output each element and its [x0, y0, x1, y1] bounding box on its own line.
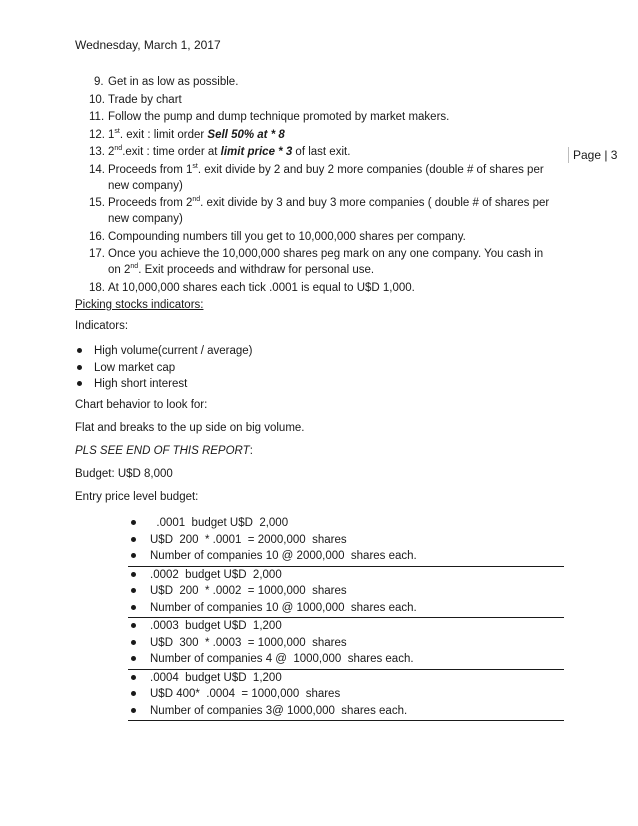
budget-group-list: [128, 567, 564, 617]
indicator-item: [75, 376, 253, 392]
indicators-label: Indicators:: [75, 320, 129, 332]
budget-line-text: .0003 budget U$D 1,200: [150, 620, 282, 632]
budget-line-text: Number of companies 10 @ 2000,000 shares each.: [150, 550, 417, 562]
bullet-icon: [131, 675, 136, 680]
numbered-list-item: [75, 246, 553, 278]
end-note-colon: :: [249, 445, 253, 457]
bullet-icon: [77, 365, 82, 370]
budget-line: [128, 703, 564, 720]
list-item-text: . Exit proceeds and withdraw for personal use.: [138, 264, 375, 276]
indicator-text: High volume(current / average): [94, 345, 253, 357]
budget-line: [128, 583, 564, 600]
budget-line-text: U$D 300 * .0003 = 1000,000 shares: [150, 636, 347, 649]
bullet-icon: [131, 553, 136, 558]
budget-line-text: Number of companies 10 @ 1000,000 shares each.: [150, 601, 417, 614]
budget-group: [128, 515, 564, 567]
list-item-number: 10.: [89, 93, 105, 106]
indicator-text: Low market cap: [94, 361, 176, 374]
numbered-list-item: [75, 229, 553, 245]
list-item-text: Proceeds from 1: [108, 163, 193, 176]
bullet-icon: [131, 537, 136, 542]
budget-line-text: U$D 400* .0004 = 1000,000 shares: [150, 688, 341, 700]
list-item-text: 2: [108, 146, 115, 158]
bullet-icon: [77, 381, 82, 386]
budget-group: [128, 618, 564, 670]
entry-price-label: Entry price level budget:: [75, 491, 199, 503]
budget-line: [128, 567, 564, 584]
budget-line: [128, 651, 564, 668]
numbered-list-item: [75, 127, 553, 143]
budget-group-list: [128, 618, 564, 668]
emphasis-text: limit price * 3: [220, 146, 293, 158]
indicator-item: [75, 360, 253, 376]
budget-line-text: U$D 200 * .0001 = 2000,000 shares: [150, 533, 347, 546]
list-item-number: 12.: [89, 128, 105, 141]
list-item-number: 15.: [89, 197, 105, 209]
list-item-text: Trade by chart: [108, 93, 182, 106]
bullet-icon: [131, 708, 136, 713]
list-item-number: 18.: [89, 281, 105, 294]
bullet-icon: [131, 691, 136, 696]
ordinal-suffix: nd: [130, 263, 139, 271]
ordinal-suffix: st: [192, 162, 198, 170]
page-header-date: Wednesday, March 1, 2017: [75, 38, 221, 52]
budget-line-text: Number of companies 3@ 1000,000 shares each.: [150, 704, 408, 717]
bullet-icon: [131, 572, 136, 577]
picking-stocks-heading: Picking stocks indicators:: [75, 299, 204, 311]
budget-group: [128, 567, 564, 619]
numbered-list-item: [75, 162, 553, 194]
list-item-text: Proceeds from 2: [108, 197, 193, 209]
list-item-number: 9.: [94, 76, 104, 88]
budget-line-text: .0001 budget U$D 2,000: [150, 517, 289, 529]
budget-line-text: U$D 200 * .0002 = 1000,000 shares: [150, 585, 347, 597]
indicator-text: High short interest: [94, 378, 188, 390]
list-item-text: Follow the pump and dump technique promoted by market makers.: [108, 111, 450, 123]
bullet-icon: [131, 520, 136, 525]
numbered-list-item: [75, 74, 553, 90]
budget-line-text: .0002 budget U$D 2,000: [150, 568, 282, 581]
list-item-number: 17.: [89, 248, 105, 260]
ordinal-suffix: nd: [114, 145, 123, 153]
numbered-list-item: [75, 144, 553, 160]
numbered-steps-list: [75, 74, 553, 297]
list-item-text: Compounding numbers till you get to 10,000,000 shares per company.: [108, 230, 466, 243]
budget-group-list: [128, 670, 564, 720]
bullet-icon: [77, 348, 82, 353]
emphasis-text: Sell 50% at * 8: [207, 128, 285, 141]
list-item-text: . exit divide by 3 and buy 3 more companies ( double # of shares per new company): [108, 197, 550, 225]
indicator-item: [75, 343, 253, 359]
ordinal-suffix: st: [114, 127, 120, 135]
list-item-number: 16.: [89, 230, 105, 243]
list-item-text: At 10,000,000 shares each tick .0001 is equal to U$D 1,000.: [108, 281, 415, 294]
list-item-text: Get in as low as possible.: [108, 76, 239, 88]
numbered-list-item: [75, 109, 553, 125]
ordinal-suffix: nd: [192, 196, 201, 204]
bullet-icon: [131, 588, 136, 593]
list-item-text: of last exit.: [292, 146, 351, 158]
list-item-text: 1: [108, 128, 115, 141]
budget-line: [128, 686, 564, 703]
list-item-text: . exit : limit order: [119, 128, 208, 141]
budget-line: [128, 548, 564, 565]
list-item-number: 14.: [89, 163, 105, 176]
budget-groups: [128, 515, 564, 721]
budget-line: [128, 670, 564, 687]
numbered-list-item: [75, 280, 553, 296]
list-item-text: Once you achieve the 10,000,000 shares peg mark on any one company. You cash in on 2: [108, 248, 544, 276]
budget-line: [128, 618, 564, 635]
budget-line-text: .0004 budget U$D 1,200: [150, 671, 282, 684]
bullet-icon: [131, 656, 136, 661]
chart-behavior-label: Chart behavior to look for:: [75, 399, 208, 411]
budget-line: [128, 532, 564, 549]
budget-total: Budget: U$D 8,000: [75, 468, 173, 480]
budget-group: [128, 670, 564, 722]
chart-behavior-text: Flat and breaks to the up side on big volume.: [75, 422, 305, 434]
numbered-list-item: [75, 92, 553, 108]
numbered-list-item: [75, 195, 553, 227]
list-item-text: . exit divide by 2 and buy 2 more companies (double # of shares per new company): [108, 163, 544, 192]
budget-line: [128, 515, 564, 532]
budget-group-list: [128, 515, 564, 565]
list-item-number: 11.: [89, 111, 105, 123]
bullet-icon: [131, 640, 136, 645]
list-item-number: 13.: [89, 146, 105, 158]
page-number: Page | 3: [568, 147, 638, 163]
budget-line: [128, 600, 564, 617]
bullet-icon: [131, 623, 136, 628]
bullet-icon: [131, 605, 136, 610]
end-note: [75, 443, 253, 459]
budget-line: [128, 635, 564, 652]
indicators-list: [75, 343, 253, 393]
end-note-text: PLS SEE END OF THIS REPORT: [75, 445, 250, 457]
budget-line-text: Number of companies 4 @ 1000,000 shares each.: [150, 653, 414, 665]
list-item-text: .exit : time order at: [122, 146, 221, 158]
